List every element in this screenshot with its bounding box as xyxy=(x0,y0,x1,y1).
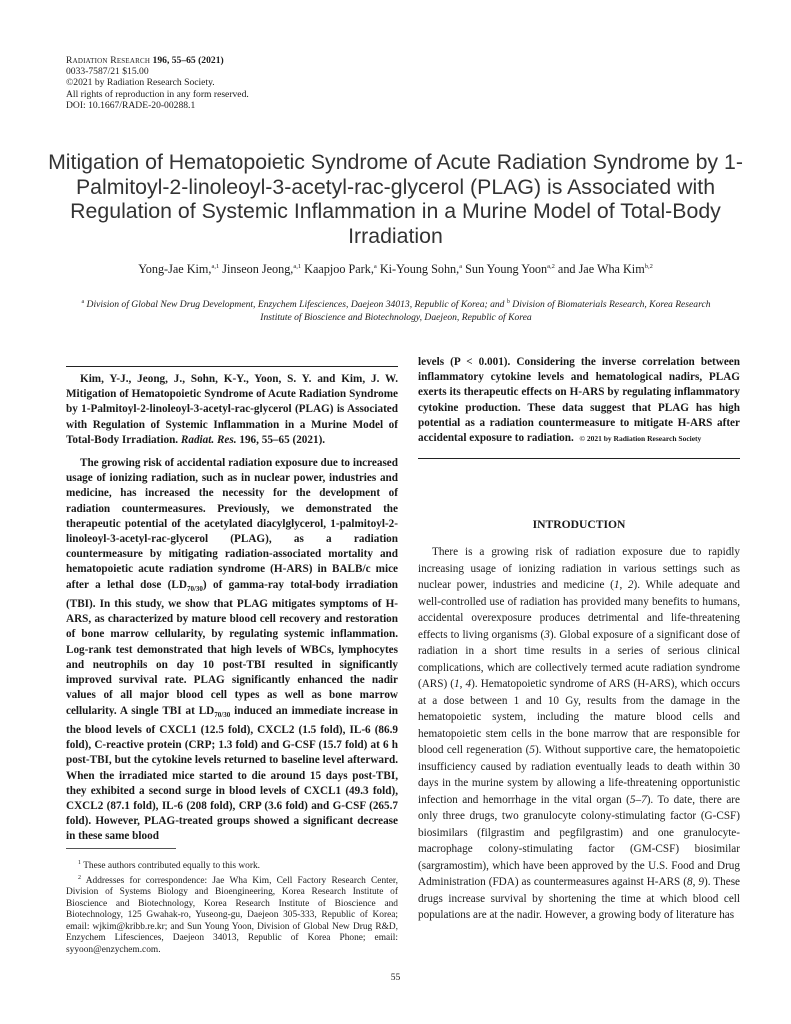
intro-text-segment: , xyxy=(619,579,628,591)
footnotes xyxy=(66,858,398,956)
reference-number: 1 xyxy=(454,678,460,690)
abstract-copyright: © 2021 by Radiation Research Society xyxy=(579,434,702,444)
footnote-divider xyxy=(66,848,176,849)
reference-number: 9 xyxy=(698,876,704,888)
footnote-1: $^1$ These authors contributed equally to this work. xyxy=(78,860,260,872)
section-heading: INTRODUCTION xyxy=(532,518,626,531)
intro-text-segment: , xyxy=(692,876,699,888)
reference-number: 5–7 xyxy=(629,793,647,806)
reference-number: 1 xyxy=(613,579,620,591)
author: Yong-Jae Kim,$^{a,1}$ xyxy=(138,262,220,276)
citation: Kim, Y-J., Jeong, J., Sohn, K-Y., Yoon, S. Y. and Kim, J. W. Mitigation of Hematopoietic Syndrome of Acute Radiation Syndrome by 1-Palmitoyl-2-linoleoyl-3-acetyl-rac-glycerol (PLAG) is Associated with Regulation of Systemic Inflammation in a Murine Model of Total-Body Irradiation. Radiat. Res. 196, 55–65 (2021). xyxy=(66,373,398,446)
reference-number: 4 xyxy=(465,678,472,690)
intro-text-segment: ). To date, there are only three drugs, two granulocyte colony-stimulating factor (G-CSF) biosimilars (filgrastim and pegfilgrastim) and one granulocyte-macrophage colony-stimulating factor (GM-CSF) biosimilar (sargramostim), which have been approved by the U.S. Food and Drug Administration (FDA) as countermeasures against H-ARS ( xyxy=(418,793,740,888)
affiliation-b: Division of Biomaterials Research, Korea Research Institute of Bioscience and Biotechnology, Daejeon, Republic of Korea xyxy=(260,299,711,323)
abstract-left-column xyxy=(66,372,398,845)
journal-header xyxy=(66,55,249,111)
journal-abbr: Radiat. Res. xyxy=(180,433,237,446)
divider xyxy=(66,366,398,367)
article-title: Mitigation of Hematopoietic Syndrome of Acute Radiation Syndrome by 1-Palmitoyl-2-linoleoyl-3-acetyl-rac-glycerol (PLAG) is Associated with Regulation of Systemic Inflammation in a Murine Model of Total-Body Irradiation xyxy=(48,150,743,248)
author-list xyxy=(40,262,751,277)
author: Kaapjoo Park,$^a$ xyxy=(304,262,377,276)
introduction-text xyxy=(418,544,740,924)
footnote-2: $^2$ Addresses for correspondence: Jae Wha Kim, Cell Factory Research Center, Division of Systems Biology and Bioengineering, Korea Research Institute of Bioscience and Biotechnology, Korea Research Institute of Bioscience and Biotechnology, 125 Gwahak-ro, Yuseong-gu, Daejeon 305-333, Republic of Korea; email: wjkim@kribb.re.kr; and Sun Young Yoon, Division of Global New Drug R&D, Enzychem Lifesciences, Daejeon 34013, Republic of Korea Phone; email: syyoon@enzychem.com. xyxy=(66,874,399,955)
reference-number: 2 xyxy=(627,579,634,591)
author: and Jae Wha Kim$^{b,2}$ xyxy=(557,262,653,276)
rights-line: All rights of reproduction in any form reserved. xyxy=(66,88,249,100)
copyright-line: ©2021 by Radiation Research Society. xyxy=(66,77,215,89)
affiliation-a: Division of Global New Drug Development, Enzychem Lifesciences, Daejeon 34013, Republic of Korea; and xyxy=(86,299,505,311)
intro-text-segment: ). While adequate and well-controlled use of radiation has provided many benefits to humans, accidental overexposure produces detrimental and life-threatening effects to living organisms ( xyxy=(418,579,741,641)
issn-price: 0033-7587/21 $15.00 xyxy=(66,66,149,78)
abstract-text: The growing risk of accidental radiation exposure due to increased usage of ionizing radiation, such as in nuclear power, industries and medicine, has increased the necessity for the development of radiation countermeasures. Previously, we demonstrated the therapeutic potential of the acetylated diacylglycerol, 1-palmitoyl-2-linoleoyl-3-acetyl-rac-glycerol (PLAG), as a radiation countermeasure by mitigating radiation-associated mortality and hematopoietic acute radiation syndrome (H-ARS) in BALB/c mice after a lethal dose $(LD_{70/30})$ of gamma-ray total-body irradiation (TBI). In this study, we show that PLAG mitigates symptoms of H-ARS, as characterized by mature blood cell recovery and restoration of bone marrow cellularity, by regulating systemic inflammation. Log-rank test demonstrated that high levels of WBCs, lymphocytes and neutrophils on day 10 post-TBI resulted in significantly improved survival rate. PLAG significantly enhanced the nadir values of all major blood cell types as well as bone marrow cellularity. A single TBI at $LD_{70/30}$ induced an immediate increase in the blood levels of CXCL1 (12.5 fold), CXCL2 (1.5 fold), IL-6 (86.9 fold), C-reactive protein (CRP; 1.3 fold) and G-CSF (15.7 fold) at 6 h post-TBI, but the cytokine levels returned to baseline level afterward. When the irradiated mice started to die around 15 days post-TBI, they exhibited a second surge in blood levels of CXCL1 (49.3 fold), CXCL2 (87.1 fold), IL-6 (208 fold), CRP (3.6 fold) and G-CSF (265.7 fold). However, PLAG-treated groups showed a significant decrease in these same blood xyxy=(66,457,399,843)
divider xyxy=(418,458,740,459)
intro-text-segment: ). Global exposure of a significant dose of radiation in a short time results in a series of serious clinical complications, which are collectively termed acute radiation syndrome (ARS) ( xyxy=(418,628,740,690)
journal-line xyxy=(66,55,249,66)
intro-text-segment: ). Hematopoietic syndrome of ARS (H-ARS), which occurs at a dose between 1 and 10 Gy, results from the damage in the hematopoietic system, including the mature blood cells and hematopoietic stem cells in the bone marrow that are responsible for blood cell regeneration ( xyxy=(418,678,741,756)
abstract-right-column: levels (P < 0.001). Considering the inverse correlation between inflammatory cytokine levels and hematological nadirs, PLAG exerts its therapeutic effects on H-ARS by regulating inflammatory cytokine production. These data suggest that PLAG has high potential as a radiation countermeasure to mitigate H-ARS after accidental exposure to radiation. © 2021 by Radiation Research Society xyxy=(418,356,740,445)
page-number: 55 xyxy=(390,972,401,983)
intro-text-segment: ). These drugs increase survival by shortening the time at which blood cell populations are at the nadir. However, a growing body of literature has xyxy=(418,876,741,921)
doi: DOI: 10.1667/RADE-20-00288.1 xyxy=(66,99,196,111)
intro-text-segment: , xyxy=(459,678,466,690)
author: Jinseon Jeong,$^{a,1}$ xyxy=(222,262,302,276)
intro-text-segment: ). Without supportive care, the hematopoietic insufficiency caused by radiation eventually leads to death within 30 days in the murine system by allowing a life-threatening opportunistic infection and hemorrhage in the vital organ ( xyxy=(418,744,740,806)
intro-text-segment: There is a growing risk of radiation exposure due to rapidly increasing usage of ionizing radiation in various settings such as nuclear power, industries and medicine ( xyxy=(418,546,740,591)
affiliations: $^a$ Division of Global New Drug Development, Enzychem Lifesciences, Daejeon 34013, Republic of Korea; and $^b$ Division of Biomaterials Research, Korea Research Institute of Bioscience and Biotechnology, Daejeon, Republic of Korea xyxy=(81,299,711,323)
author: Ki-Young Sohn,$^a$ xyxy=(379,262,463,276)
author: Sun Young Yoon$^{a,2}$ xyxy=(465,262,555,276)
reference-number: 3 xyxy=(544,628,550,641)
reference-number: 8 xyxy=(687,876,693,888)
journal-name: Radiation Research xyxy=(66,55,151,66)
reference-number: 5 xyxy=(529,744,535,756)
volume-pages: 196, 55–65 (2021) xyxy=(152,55,224,66)
